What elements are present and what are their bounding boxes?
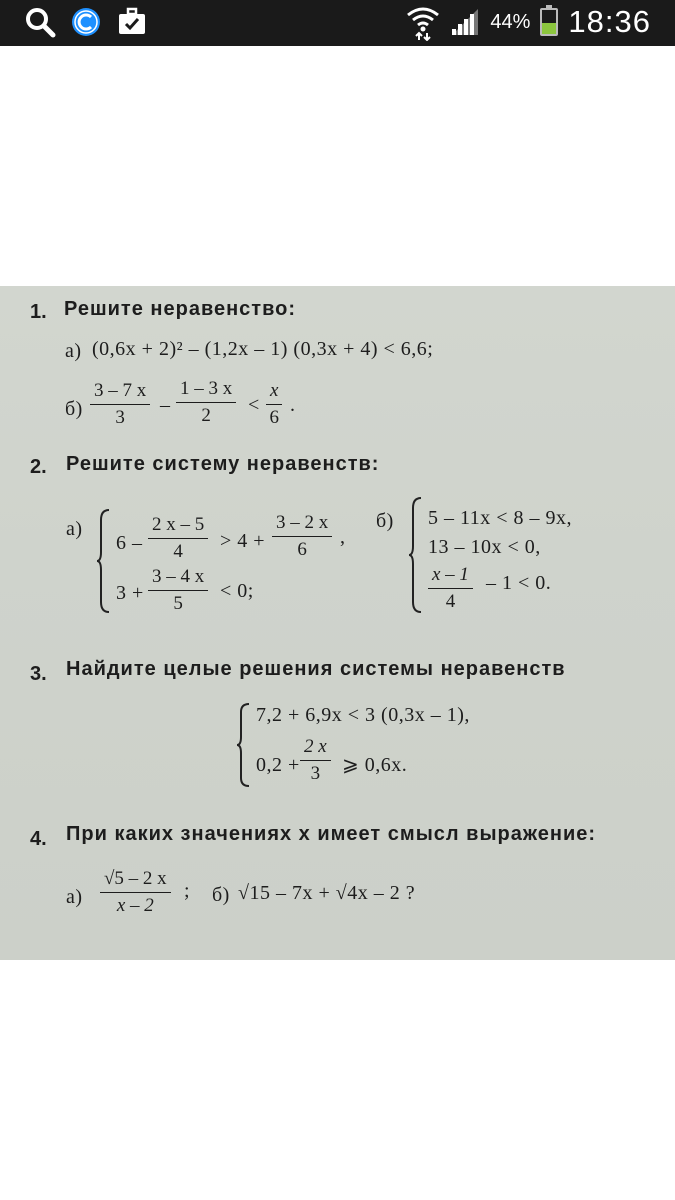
briefcase-check-icon[interactable]	[116, 6, 148, 38]
task2-a1-frac2: $\frac{3 - 2 x}{6}$	[272, 512, 332, 561]
battery-percent: 44%	[490, 10, 531, 33]
task3-brace	[236, 702, 252, 788]
task2-number: 2.	[30, 456, 47, 478]
task1-a-label: а)	[65, 340, 82, 362]
task1-heading: Решите неравенство:	[64, 298, 297, 320]
task2-b-label: б)	[376, 510, 394, 532]
signal-icon	[450, 7, 480, 37]
task2-b-brace	[408, 496, 424, 614]
task4-a-end: ;	[184, 880, 191, 902]
textbook-photo[interactable]	[0, 286, 675, 960]
task3-l2-end: ⩾ 0,6x.	[342, 754, 408, 776]
task2-a-brace	[96, 508, 112, 614]
task1-b-label: б)	[65, 398, 83, 420]
search-icon[interactable]	[24, 6, 56, 38]
task3-line1: 7,2 + 6,9x < 3 (0,3x – 1),	[256, 704, 470, 726]
task2-a2-frac: $\frac{3 - 4 x}{5}$	[148, 566, 208, 615]
task1-b-frac1: $\frac{3 - 7 x}{3}$	[90, 380, 150, 429]
task4-heading: При каких значениях x имеет смысл выражение:	[66, 823, 597, 845]
task1-b-frac3: $\frac{x}{6}$	[266, 380, 282, 429]
task2-a2-end: < 0;	[220, 580, 254, 602]
task2-a1-frac1: $\frac{2 x - 5}{4}$	[148, 514, 208, 563]
task3-heading: Найдите целые решения системы неравенств	[66, 658, 566, 680]
task4-b-label: б)	[212, 884, 230, 906]
system-indicators	[406, 3, 651, 41]
status-bar	[0, 0, 675, 46]
task1-b-lt: <	[248, 394, 260, 416]
battery-icon	[540, 8, 558, 36]
task2-a1-lead: 6 –	[116, 532, 143, 554]
task3-l2-lead: 0,2 +	[256, 754, 300, 776]
task1-b-end: .	[290, 394, 296, 416]
task4-b-expr: √15 – 7x + √4x – 2 ?	[238, 882, 416, 904]
task2-b3-frac: $\frac{x - 1}{4}$	[428, 564, 473, 613]
battery-level	[542, 23, 556, 34]
task2-a1-end: ,	[340, 526, 346, 548]
clock: 18:36	[568, 4, 651, 39]
task1-number: 1.	[30, 301, 47, 323]
notification-icons	[24, 6, 148, 38]
wifi-icon	[406, 3, 440, 41]
task2-heading: Решите систему неравенств:	[66, 453, 380, 475]
task1-b-minus: –	[160, 394, 171, 416]
task3-l2-frac: $\frac{2 x}{3}$	[300, 736, 331, 785]
task4-a-frac: $\frac{√5 - 2 x}{x - 2}$	[100, 868, 171, 917]
task2-a1-mid: > 4 +	[220, 530, 266, 552]
task4-number: 4.	[30, 828, 47, 850]
task1-b-frac2: $\frac{1 - 3 x}{2}$	[176, 378, 236, 427]
c-app-icon[interactable]	[70, 6, 102, 38]
task2-a-label: а)	[66, 518, 83, 540]
task2-b1: 5 – 11x < 8 – 9x,	[428, 507, 573, 529]
task2-b2: 13 – 10x < 0,	[428, 536, 541, 558]
task1-a-expr: (0,6x + 2)² – (1,2x – 1) (0,3x + 4) < 6,6;	[92, 338, 434, 360]
task3-number: 3.	[30, 663, 47, 685]
task4-a-label: а)	[66, 886, 83, 908]
task2-a2-lead: 3 +	[116, 582, 144, 604]
task2-b3-end: – 1 < 0.	[486, 572, 552, 594]
